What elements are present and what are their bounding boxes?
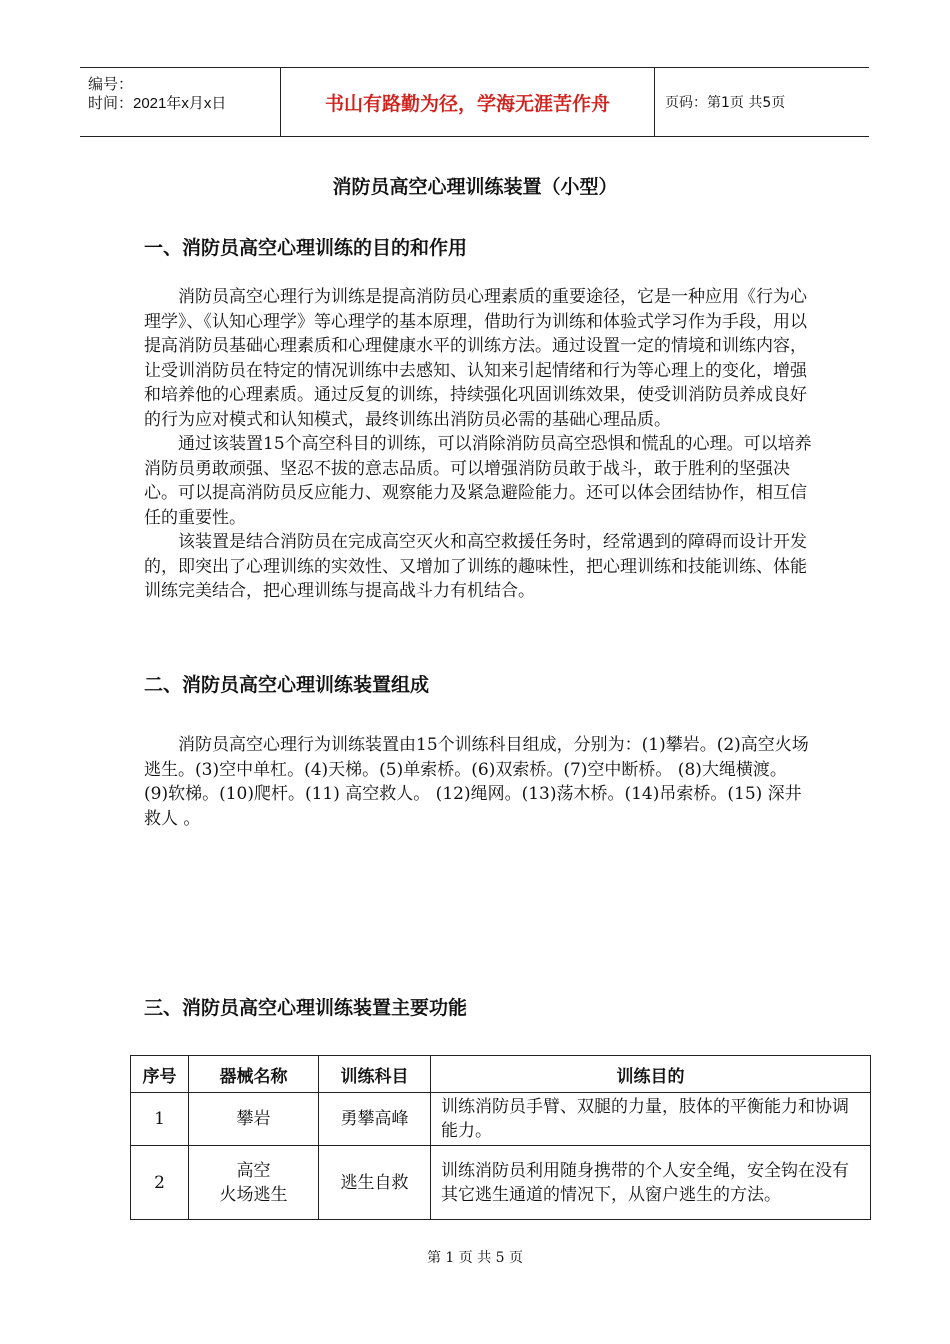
table-row: [131, 1093, 871, 1146]
paragraph: 该装置是结合消防员在完成高空灭火和高空救援任务时，经常遇到的障碍而设计开发的，即突出了心理训练的实效性、又增加了训练的趣味性，把心理训练和技能训练、体能训练完美结合，把心理训练与提高战斗力有机结合。: [144, 532, 807, 601]
document-title: 消防员高空心理训练装置（小型）: [332, 176, 618, 198]
function-table: [130, 1055, 871, 1220]
header-cell: 序号: [131, 1056, 189, 1093]
table-cell: 2: [131, 1146, 189, 1220]
section-1-body: [144, 285, 814, 604]
number-label: 编号：: [88, 76, 134, 93]
section-heading-3: 三、消防员高空心理训练装置主要功能: [144, 997, 468, 1019]
section-heading-2: 二、消防员高空心理训练装置组成: [144, 674, 430, 696]
header-motto: 书山有路勤为径，学海无涯苦作舟: [281, 68, 655, 136]
table-header-row: [131, 1056, 871, 1093]
table-cell: 勇攀高峰: [319, 1093, 431, 1146]
paragraph: 消防员高空心理行为训练是提高消防员心理素质的重要途径，它是一种应用《行为心理学》、《认知心理学》等心理学的基本原理，借助行为训练和体验式学习作为手段，用以提高消防员基础心理素质和心理健康水平的训练方法。通过设置一定的情境和训练内容，让受训消防员在特定的情况训练中去感知、认知来引起情绪和行为等心理上的变化，增强和培养他的心理素质。通过反复的训练，持续强化巩固训练效果，使受训消防员养成良好的行为应对模式和认知模式，最终训练出消防员必需的基础心理品质。: [144, 287, 807, 430]
header-page-info: 页码：第1页 共5页: [665, 95, 786, 111]
header-cell: 训练科目: [319, 1056, 431, 1093]
table-cell: 攀岩: [189, 1093, 319, 1146]
table-cell: 1: [131, 1093, 189, 1146]
page-footer: 第 1 页 共 5 页: [426, 1250, 524, 1266]
paragraph: 通过该装置15个高空科目的训练，可以消除消防员高空恐惧和慌乱的心理。可以培养消防员勇敢顽强、坚忍不拔的意志品质。可以增强消防员敢于战斗，敢于胜利的坚强决心。可以提高消防员反应能力、观察能力及紧急避险能力。还可以体会团结协作，相互信任的重要性。: [144, 434, 812, 528]
table-cell: 训练消防员手臂、双腿的力量，肢体的平衡能力和协调能力。: [431, 1093, 871, 1146]
page-header: [80, 67, 869, 137]
header-cell: 训练目的: [431, 1056, 871, 1093]
header-meta: [80, 68, 281, 136]
section-2-body: [144, 733, 814, 831]
header-cell: 器械名称: [189, 1056, 319, 1093]
paragraph: 消防员高空心理行为训练装置由15个训练科目组成，分别为：(1)攀岩。(2)高空火场逃生。(3)空中单杠。(4)天梯。(5)单索桥。(6)双索桥。(7)空中断桥。 (8)大绳横渡。 (9)软梯。(10)爬杆。(11) 高空救人。 (12)绳网。(13)荡木桥。(14)吊索桥。(15) 深井救人 。: [144, 735, 809, 829]
table-cell: 高空 火场逃生: [189, 1146, 319, 1220]
table-cell: 逃生自救: [319, 1146, 431, 1220]
date-label: 时间：2021年x月x日: [88, 95, 227, 112]
table-row: [131, 1146, 871, 1220]
section-heading-1: 一、消防员高空心理训练的目的和作用: [144, 237, 468, 259]
table-cell: 训练消防员利用随身携带的个人安全绳，安全钩在没有其它逃生通道的情况下，从窗户逃生的方法。: [431, 1146, 871, 1220]
